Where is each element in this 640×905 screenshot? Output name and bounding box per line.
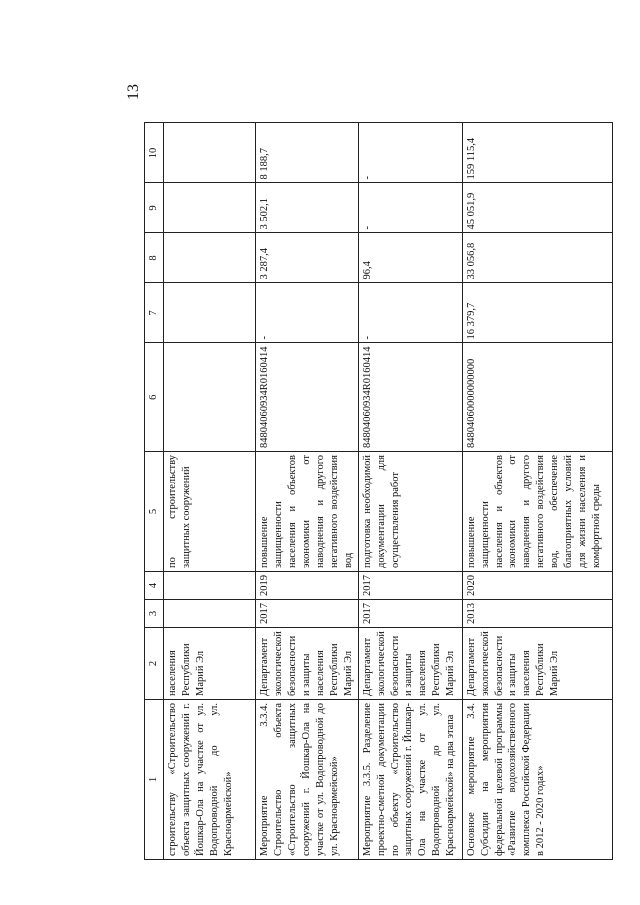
column-header: 3 [145,600,164,628]
start-year-cell: 2017 [358,600,462,628]
value-cell: 159 115,4 [462,123,612,183]
activity-name-cell: Мероприятие 3.3.5. Разделение проектно-сметной документации по объекту «Строительство защитных сооружений г. Йошкар-Ола на участке от ул. Водопроводной до ул. Красноармейской» на два этапа [358,700,462,860]
value-cell: 96,4 [358,233,462,283]
column-header: 1 [145,700,164,860]
table-row [163,123,255,860]
column-header: 10 [145,123,164,183]
column-header: 6 [145,343,164,452]
end-year-cell: 2019 [255,572,358,600]
value-cell: 45 051,9 [462,183,612,233]
budget-code-cell [163,343,255,452]
value-cell: 33 056,8 [462,233,612,283]
value-cell [163,283,255,343]
value-cell: - [358,183,462,233]
table-row [462,123,612,860]
activity-name-cell: строительству «Строительство объекта защитных сооружений г. Йошкар-Ола на участке от ул. Водопроводной до ул. Красноармейской» [163,700,255,860]
expected-result-cell: подготовка необходимой документации для осуществления работ [358,452,462,572]
responsible-agency-cell: Департамент экологической безопасности и защиты населения Республики Марий Эл [462,628,612,700]
rotated-page-content [120,60,640,860]
end-year-cell [163,572,255,600]
value-cell: - [358,123,462,183]
responsible-agency-cell: Департамент экологической безопасности и защиты населения Республики Марий Эл [358,628,462,700]
end-year-cell: 2020 [462,572,612,600]
column-header: 8 [145,233,164,283]
value-cell [163,233,255,283]
column-header: 5 [145,452,164,572]
activity-name-cell: Основное мероприятие 3.4. Субсидии на мероприятия федеральной целевой программы «Развитие водохозяйственного комплекса Российской Федерации в 2012 - 2020 годах» [462,700,612,860]
value-cell: - [358,283,462,343]
value-cell: 3 502,1 [255,183,358,233]
budget-code-cell: 84804060000000000 [462,343,612,452]
column-header: 9 [145,183,164,233]
value-cell [163,123,255,183]
activity-name-cell: Мероприятие 3.3.4. Строительство объекта «Строительство защитных сооружений г. Йошкар-Ола на участке от ул. Водопроводной до ул. Красноармейской» [255,700,358,860]
value-cell [163,183,255,233]
expected-result-cell: повышение защищенности населения и объектов экономики от наводнения и другого негативного воздействия вод, обеспечение благоприятных условий для жизни населения и комфортной среды [462,452,612,572]
start-year-cell: 2017 [255,600,358,628]
table-row [358,123,462,860]
column-header: 7 [145,283,164,343]
page-number: 13 [125,84,142,100]
value-cell: 8 188,7 [255,123,358,183]
program-table [144,122,613,860]
budget-code-cell: 84804060934R0160414 [358,343,462,452]
expected-result-cell: повышение защищенности населения и объектов экономики от наводнения и другого негативного воздействия вод [255,452,358,572]
budget-code-cell: 84804060934R0160414 [255,343,358,452]
value-cell: 16 379,7 [462,283,612,343]
table-header-row [145,123,164,860]
table-row [255,123,358,860]
start-year-cell [163,600,255,628]
end-year-cell: 2017 [358,572,462,600]
start-year-cell: 2013 [462,600,612,628]
value-cell: 3 287,4 [255,233,358,283]
column-header: 2 [145,628,164,700]
column-header: 4 [145,572,164,600]
responsible-agency-cell: населения Республики Марий Эл [163,628,255,700]
value-cell: - [255,283,358,343]
expected-result-cell: по строительству защитных сооружений [163,452,255,572]
responsible-agency-cell: Департамент экологической безопасности и защиты населения Республики Марий Эл [255,628,358,700]
